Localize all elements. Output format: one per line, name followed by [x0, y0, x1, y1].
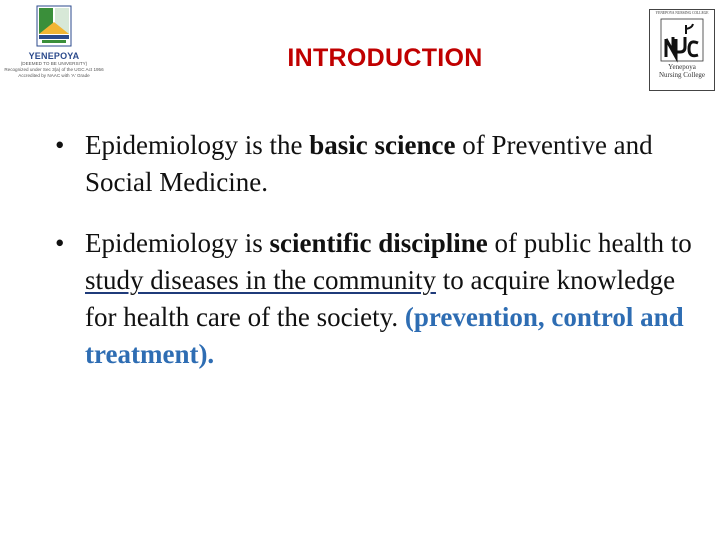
- left-logo-line-2: Recognized under Sec 3(a) of the UGC Act 1956: [4, 67, 104, 72]
- right-logo-caption-2: Nursing College: [658, 71, 706, 79]
- bullet-emphasis: basic science: [309, 130, 456, 160]
- shield-emblem-icon: [31, 4, 77, 50]
- highlighted-phrase: (prevention, control and treatment).: [85, 302, 684, 369]
- left-logo-line-3: Accredited by NAAC with 'A' Grade: [18, 73, 90, 78]
- bullet-dot-icon: •: [55, 130, 65, 160]
- bullet-text: Epidemiology is: [85, 228, 270, 258]
- right-logo-caption-1: Yenepoya: [668, 63, 696, 71]
- bullet-item: [55, 225, 695, 373]
- bullet-list: [55, 127, 695, 397]
- bullet-item: [55, 127, 695, 201]
- bullet-text: Epidemiology is the: [85, 130, 310, 160]
- bullet-text: to acquire knowledge for health care of the society.: [85, 265, 676, 332]
- bullet-text: of Preventive and Social Medicine.: [85, 130, 653, 197]
- yenepoya-nursing-college-logo: [649, 9, 715, 91]
- yenepoya-university-logo: [4, 4, 104, 92]
- ync-monogram-icon: [659, 17, 705, 63]
- left-logo-line-1: (DEEMED TO BE UNIVERSITY): [20, 61, 88, 66]
- bullet-dot-icon: •: [55, 228, 65, 258]
- bullet-emphasis: scientific discipline: [269, 228, 488, 258]
- left-logo-brand: YENEPOYA: [28, 51, 80, 61]
- right-logo-top-text: YENEPOYA NURSING COLLEGE: [655, 11, 709, 15]
- slide-title: INTRODUCTION: [287, 44, 483, 72]
- bullet-text: of public health to: [487, 228, 692, 258]
- underlined-phrase: study diseases in the community: [85, 265, 436, 295]
